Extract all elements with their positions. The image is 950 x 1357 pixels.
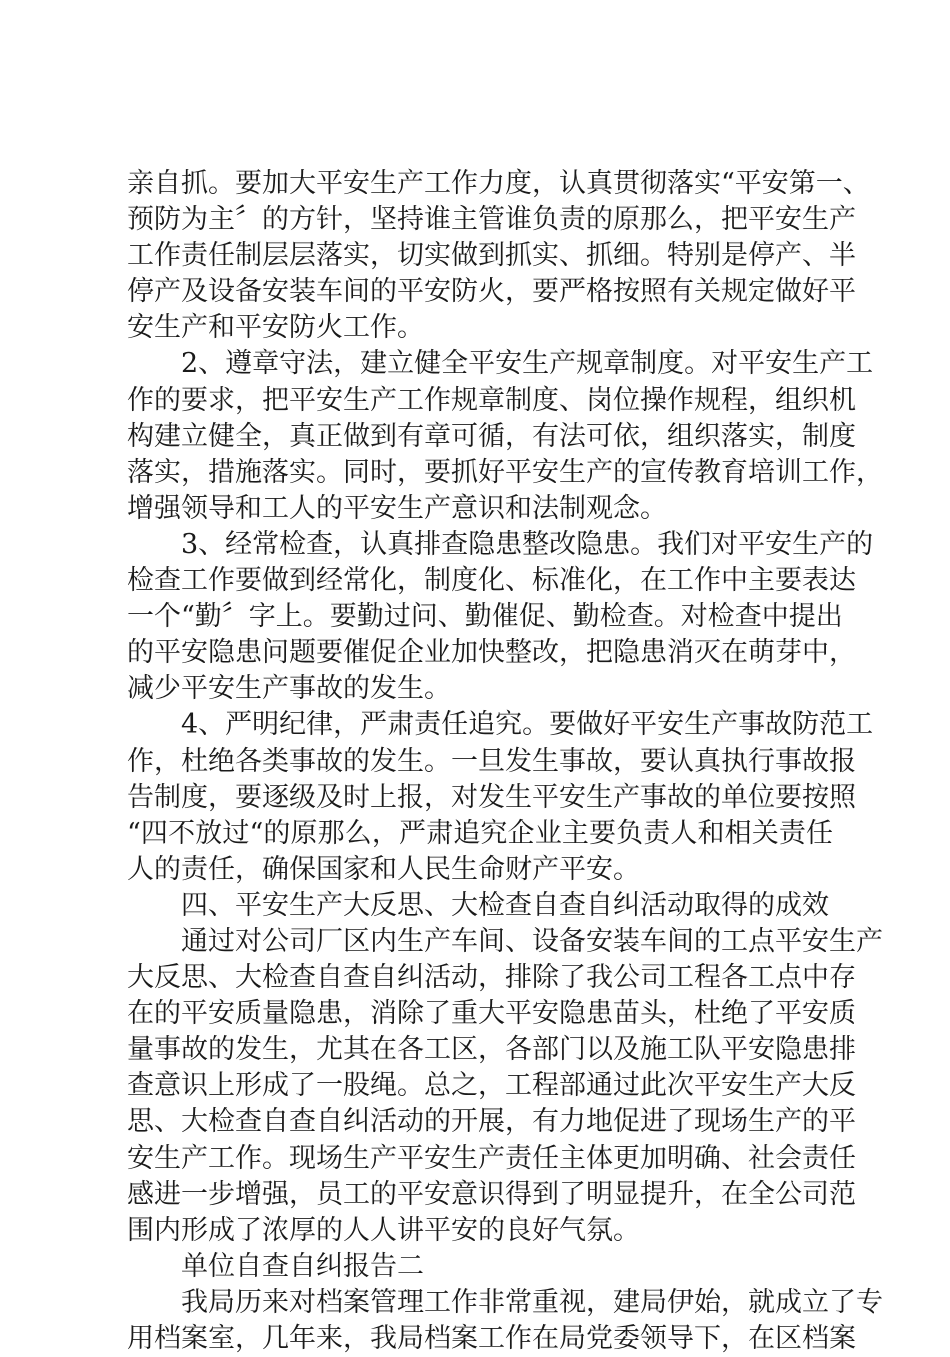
paragraph-start-line: 4、严明纪律，严肃责任追究。要做好平安生产事故防范工 xyxy=(181,709,874,741)
text-line: 感进一步增强，员工的平安意识得到了明显提升，在全公司范 xyxy=(127,1178,856,1210)
text-line: 安生产工作。现场生产平安生产责任主体更加明确、社会责任 xyxy=(127,1142,856,1174)
paragraph-start-line: 通过对公司厂区内生产车间、设备安装车间的工点平安生产 xyxy=(181,925,883,957)
text-line: 在的平安质量隐患，消除了重大平安隐患苗头，杜绝了平安质 xyxy=(127,998,856,1030)
text-line: 减少平安生产事故的发生。 xyxy=(127,673,451,705)
paragraph-start-line: 3、经常检查，认真排查隐患整改隐患。我们对平安生产的 xyxy=(181,528,874,560)
section-heading: 单位自查自纠报告二 xyxy=(181,1250,424,1282)
text-line: 预防为主〞的方针，坚持谁主管谁负责的原那么，把平安生产 xyxy=(127,204,856,236)
text-line: 围内形成了浓厚的人人讲平安的良好气氛。 xyxy=(127,1214,640,1246)
text-line: 用档案室，几年来，我局档案工作在局党委领导下，在区档案 xyxy=(127,1323,856,1354)
text-line: 安生产和平安防火工作。 xyxy=(127,312,424,344)
text-line: 告制度，要逐级及时上报，对发生平安生产事故的单位要按照 xyxy=(127,781,856,813)
text-line: 落实，措施落实。同时，要抓好平安生产的宣传教育培训工作， xyxy=(127,456,883,488)
text-line: 增强领导和工人的平安生产意识和法制观念。 xyxy=(127,492,667,524)
text-line: 一个“勤〞字上。要勤过问、勤催促、勤检查。对检查中提出 xyxy=(127,601,843,633)
text-line: 检查工作要做到经常化，制度化、标准化，在工作中主要表达 xyxy=(127,565,856,597)
text-line: 人的责任，确保国家和人民生命财产平安。 xyxy=(127,853,640,885)
text-line: 的平安隐患问题要催促企业加快整改，把隐患消灭在萌芽中， xyxy=(127,637,856,669)
section-heading: 四、平安生产大反思、大检查自查自纠活动取得的成效 xyxy=(181,889,829,921)
text-line: 作的要求，把平安生产工作规章制度、岗位操作规程，组织机 xyxy=(127,384,856,416)
paragraph-start-line: 我局历来对档案管理工作非常重视，建局伊始，就成立了专 xyxy=(181,1286,883,1318)
paragraph-start-line: 2、遵章守法，建立健全平安生产规章制度。对平安生产工 xyxy=(181,348,874,380)
text-line: 思、大检查自查自纠活动的开展，有力地促进了现场生产的平 xyxy=(127,1106,856,1138)
text-line: 停产及设备安装车间的平安防火，要严格按照有关规定做好平 xyxy=(127,276,856,308)
text-line: 查意识上形成了一股绳。总之，工程部通过此次平安生产大反 xyxy=(127,1070,856,1102)
text-line: 作，杜绝各类事故的发生。一旦发生事故，要认真执行事故报 xyxy=(127,745,856,777)
text-line: 亲自抓。要加大平安生产工作力度，认真贯彻落实“平安第一、 xyxy=(127,168,870,199)
text-line: “四不放过“的原那么，严肃追究企业主要负责人和相关责任 xyxy=(127,817,833,849)
text-line: 工作责任制层层落实，切实做到抓实、抓细。特别是停产、半 xyxy=(127,240,856,272)
text-line: 构建立健全，真正做到有章可循，有法可依，组织落实，制度 xyxy=(127,420,856,452)
text-line: 大反思、大检查自查自纠活动，排除了我公司工程各工点中存 xyxy=(127,962,856,994)
text-line: 量事故的发生，尤其在各工区，各部门以及施工队平安隐患排 xyxy=(127,1034,856,1066)
document-body xyxy=(127,166,883,1357)
